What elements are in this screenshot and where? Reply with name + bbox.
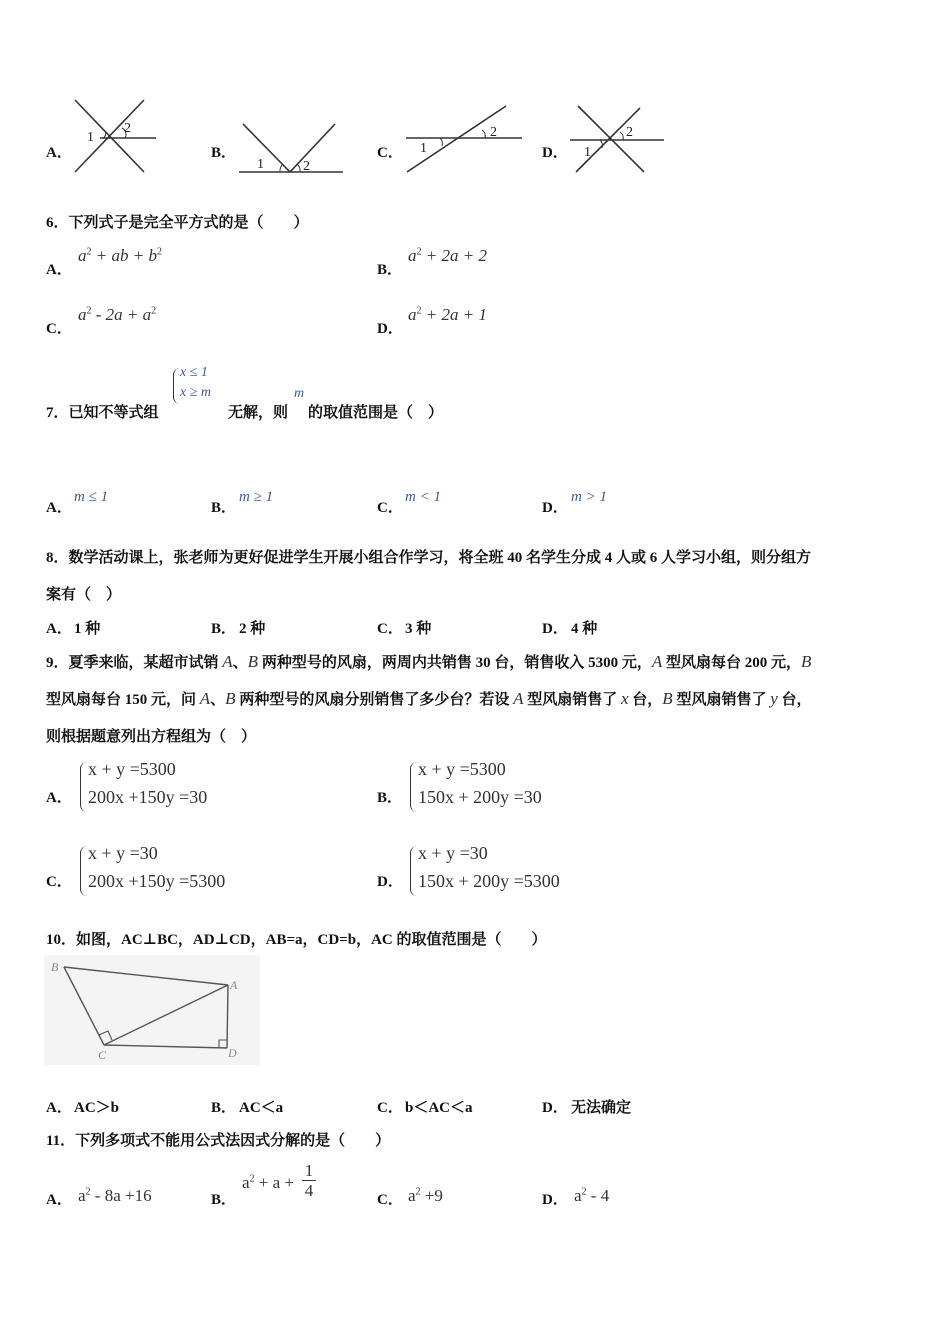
q6-option-a-expr: $a^2$ + ab + $b^2$ bbox=[78, 246, 162, 265]
q9-option-a-eq2: 200x +150y =30 bbox=[88, 787, 208, 807]
q6-option-d-expr: $a^2 + 2a + 1$ bbox=[408, 305, 487, 324]
q10-option-d-label: D． bbox=[542, 1100, 568, 1116]
q6-option-b-label: B． bbox=[377, 262, 403, 278]
q6-option-a-label: A． bbox=[46, 262, 72, 278]
q11-option-b-label: B． bbox=[211, 1192, 237, 1208]
q10-option-b-text: AC＜a bbox=[239, 1100, 284, 1116]
q11-option-a-label: A． bbox=[46, 1192, 72, 1208]
q9-option-a-label: A． bbox=[46, 790, 72, 806]
q10-stem: 10．如图，AC⊥BC，AD⊥CD，AB=a，CD=b，AC 的取值范围是（ ） bbox=[46, 932, 547, 948]
q6-option-b-expr: $a^2 + 2a + 2$ bbox=[408, 246, 487, 265]
q6-option-c-label: C． bbox=[46, 321, 72, 337]
q7-stem-suffix: 的取值范围是（ ） bbox=[308, 405, 444, 421]
q5-a-angle2: 2 bbox=[124, 121, 131, 136]
q8-option-b-text: 2 种 bbox=[239, 621, 266, 637]
q8-option-a-text: 1 种 bbox=[74, 621, 101, 637]
q9-option-b-eq2: 150x + 200y =30 bbox=[418, 787, 542, 807]
q9-option-c-eq2: 200x +150y =5300 bbox=[88, 871, 226, 891]
q9-option-c-label: C． bbox=[46, 874, 72, 890]
q7-option-d-expr: m > 1 bbox=[571, 489, 607, 505]
q9-option-a-eq1: x + y =5300 bbox=[88, 759, 176, 779]
q7-option-c-expr: m < 1 bbox=[405, 489, 441, 505]
q10-label-a: A bbox=[230, 978, 238, 992]
q5-option-b-figure bbox=[235, 120, 347, 178]
q8-stem-line1: 8．数学活动课上，张老师为更好促进学生开展小组合作学习，将全班 40 名学生分成 4 人或 6 人学习小组，则分组方 bbox=[46, 550, 812, 566]
q5-b-angle1: 1 bbox=[257, 157, 264, 172]
q11-option-b-expr: $a^2 + a$ + bbox=[242, 1173, 295, 1192]
q10-figure bbox=[44, 955, 260, 1065]
q8-option-c-text: 3 种 bbox=[405, 621, 432, 637]
q10-label-b: B bbox=[51, 960, 59, 974]
q7-system-brace bbox=[173, 368, 180, 404]
q9-option-d-brace bbox=[410, 846, 417, 896]
q10-option-c-text: b＜AC＜a bbox=[405, 1100, 473, 1116]
q9-option-c-brace bbox=[80, 846, 87, 896]
q9-line2: 型风扇每台 150 元，问 A、B 两种型号的风扇分别销售了多少台？若设 A 型风扇销售了 x 台，B 型风扇销售了 y 台， bbox=[46, 689, 812, 708]
q6-option-c-expr: $a^2 - 2a + a^2$ bbox=[78, 305, 157, 324]
q5-d-angle2: 2 bbox=[626, 125, 633, 140]
q8-option-c-label: C． bbox=[377, 621, 403, 637]
q8-option-b-label: B． bbox=[211, 621, 237, 637]
q8-option-d-text: 4 种 bbox=[571, 621, 598, 637]
q5-c-angle1: 1 bbox=[420, 141, 427, 156]
q9-option-b-eq1: x + y =5300 bbox=[418, 759, 506, 779]
q8-option-d-label: D． bbox=[542, 621, 568, 637]
q7-system-line2: x ≥ m bbox=[180, 385, 212, 400]
q5-a-angle1: 1 bbox=[87, 130, 94, 145]
q11-option-b-fraction: 1 4 bbox=[302, 1162, 316, 1201]
q5-b-angle2: 2 bbox=[303, 159, 310, 174]
q5-c-angle2: 2 bbox=[490, 125, 497, 140]
q9-option-d-eq1: x + y =30 bbox=[418, 843, 488, 863]
q10-option-a-text: AC＞b bbox=[74, 1100, 120, 1116]
q6-option-d-label: D． bbox=[377, 321, 403, 337]
q10-option-d-text: 无法确定 bbox=[571, 1100, 632, 1116]
q7-stem-var: m bbox=[294, 386, 305, 401]
q11-stem: 11．下列多项式不能用公式法因式分解的是（ ） bbox=[46, 1133, 391, 1149]
q5-option-b-label: B． bbox=[211, 145, 237, 161]
q10-label-c: C bbox=[98, 1048, 107, 1062]
q9-option-c-eq1: x + y =30 bbox=[88, 843, 158, 863]
q9-line1: 9．夏季来临，某超市试销 A、B 两种型号的风扇，两周内共销售 30 台，销售收入 5300 元，A 型风扇每台 200 元，B bbox=[46, 652, 812, 671]
q10-label-d: D bbox=[228, 1046, 237, 1060]
q11-option-a-expr: $a^2 - 8a +16$ bbox=[78, 1186, 152, 1205]
q7-option-b-label: B． bbox=[211, 500, 237, 516]
q7-option-a-label: A． bbox=[46, 500, 72, 516]
q8-stem-line2: 案有（ ） bbox=[46, 587, 122, 603]
q7-option-b-expr: m ≥ 1 bbox=[239, 489, 274, 505]
q11-option-c-label: C． bbox=[377, 1192, 403, 1208]
q9-line3: 则根据题意列出方程组为（ ） bbox=[46, 729, 257, 745]
q7-option-c-label: C． bbox=[377, 500, 403, 516]
q7-stem-mid: 无解，则 bbox=[228, 405, 289, 421]
q10-option-c-label: C． bbox=[377, 1100, 403, 1116]
q5-option-a-label: A． bbox=[46, 145, 72, 161]
q9-option-d-label: D． bbox=[377, 874, 403, 890]
q9-option-b-brace bbox=[410, 762, 417, 812]
q11-option-c-expr: $a^2 +9$ bbox=[408, 1186, 443, 1205]
q6-stem: 6．下列式子是完全平方式的是（ ） bbox=[46, 215, 309, 231]
q7-stem-prefix: 7．已知不等式组 bbox=[46, 405, 159, 421]
q11-option-d-expr: $a^2 - 4$ bbox=[574, 1186, 610, 1205]
q8-option-a-label: A． bbox=[46, 621, 72, 637]
q5-option-d-figure bbox=[568, 104, 666, 176]
q5-option-c-label: C． bbox=[377, 145, 403, 161]
q5-option-d-label: D． bbox=[542, 145, 568, 161]
q5-option-c-figure bbox=[402, 104, 526, 176]
q7-option-d-label: D． bbox=[542, 500, 568, 516]
q5-option-a-figure bbox=[70, 98, 160, 176]
q11-option-d-label: D． bbox=[542, 1192, 568, 1208]
q9-option-a-brace bbox=[80, 762, 87, 812]
q9-option-d-eq2: 150x + 200y =5300 bbox=[418, 871, 560, 891]
q5-d-angle1: 1 bbox=[584, 145, 591, 160]
q7-system-line1: x ≤ 1 bbox=[180, 365, 208, 380]
q10-option-a-label: A． bbox=[46, 1100, 72, 1116]
q10-option-b-label: B． bbox=[211, 1100, 237, 1116]
q9-option-b-label: B． bbox=[377, 790, 403, 806]
q7-option-a-expr: m ≤ 1 bbox=[74, 489, 109, 505]
